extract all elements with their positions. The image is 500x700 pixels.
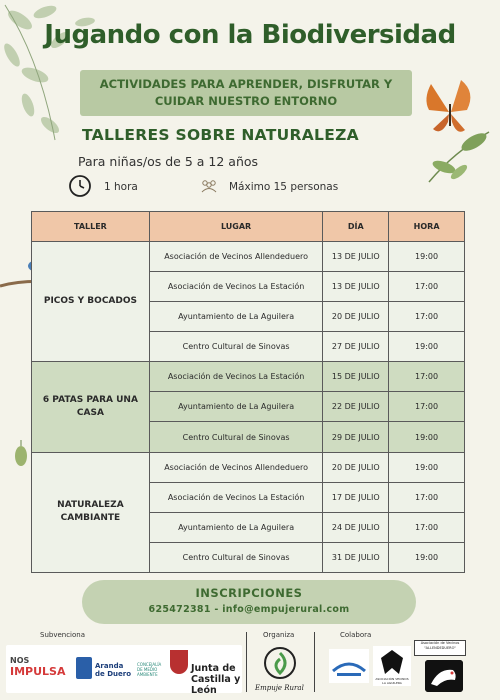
people-icon <box>200 179 218 193</box>
hora-cell: 19:00 <box>389 242 465 272</box>
ages-text: Para niñas/os de 5 a 12 años <box>78 154 259 169</box>
lugar-cell: Centro Cultural de Sinovas <box>149 542 323 572</box>
la-estacion-logo-icon <box>329 649 369 683</box>
concejalia-text: CONCEJALÍA DE MEDIO AMBIENTE <box>137 662 162 677</box>
hora-cell: 17:00 <box>389 302 465 332</box>
hora-cell: 19:00 <box>389 452 465 482</box>
dia-cell: 17 DE JULIO <box>323 482 389 512</box>
lugar-cell: Centro Cultural de Sinovas <box>149 422 323 452</box>
lugar-cell: Asociación de Vecinos Allendeduero <box>149 242 323 272</box>
table-header-row <box>32 212 465 242</box>
schedule-table <box>31 211 465 573</box>
lugar-cell: Centro Cultural de Sinovas <box>149 332 323 362</box>
header-dia: DÍA <box>323 212 389 242</box>
footer-divider <box>246 632 247 692</box>
lugar-cell: Asociación de Vecinos Allendeduero <box>149 452 323 482</box>
impulsa-text: IMPULSA <box>10 665 66 678</box>
dia-cell: 15 DE JULIO <box>323 362 389 392</box>
dia-cell: 22 DE JULIO <box>323 392 389 422</box>
empuje-rural-text: Empuje Rural <box>255 684 304 692</box>
colabora-label: Colabora <box>340 631 372 639</box>
horse-logo-icon <box>425 660 463 692</box>
lugar-cell: Asociación de Vecinos La Estación <box>149 482 323 512</box>
table-row <box>32 362 465 392</box>
capacity-text: Máximo 15 personas <box>229 181 339 193</box>
inscriptions-contact[interactable]: 625472381 - info@empujerural.com <box>148 604 350 615</box>
dia-cell: 31 DE JULIO <box>323 542 389 572</box>
la-aguilera-text: ASOCIACIÓN VECINOS LA AGUILERA <box>375 677 409 685</box>
hora-cell: 17:00 <box>389 362 465 392</box>
junta-logo-text: Junta de Castilla y León <box>191 663 241 696</box>
activities-banner <box>80 70 412 116</box>
header-taller: TALLER <box>32 212 150 242</box>
empuje-rural-logo-icon <box>262 643 298 685</box>
inscriptions-title: INSCRIPCIONES <box>195 586 303 600</box>
junta-shield-icon <box>170 650 188 674</box>
hora-cell: 17:00 <box>389 512 465 542</box>
caterpillar-icon <box>10 438 32 470</box>
dia-cell: 29 DE JULIO <box>323 422 389 452</box>
taller-cell: NATURALEZA CAMBIANTE <box>32 452 150 572</box>
dia-cell: 20 DE JULIO <box>323 302 389 332</box>
aranda-logo-text: Aranda de Duero <box>95 662 131 678</box>
dia-cell: 20 DE JULIO <box>323 452 389 482</box>
dia-cell: 13 DE JULIO <box>323 272 389 302</box>
footer-divider <box>314 632 315 692</box>
hora-cell: 17:00 <box>389 482 465 512</box>
section-subtitle: TALLERES SOBRE NATURALEZA <box>82 126 359 144</box>
banner-line-2: CUIDAR NUESTRO ENTORNO <box>154 94 338 108</box>
butterfly-icon <box>399 72 494 187</box>
subvenciona-label: Subvenciona <box>40 631 86 639</box>
lugar-cell: Asociación de Vecinos La Estación <box>149 362 323 392</box>
header-lugar: LUGAR <box>149 212 323 242</box>
aranda-shield-icon <box>76 657 92 679</box>
lugar-cell: Asociación de Vecinos La Estación <box>149 272 323 302</box>
lugar-cell: Ayuntamiento de La Aguilera <box>149 302 323 332</box>
nos-impulsa-logo: NOS <box>10 656 30 665</box>
inscriptions-box <box>82 580 416 624</box>
clock-icon <box>68 174 92 198</box>
banner-line-1: ACTIVIDADES PARA APRENDER, DISFRUTAR Y <box>99 77 393 91</box>
organiza-label: Organiza <box>263 631 295 639</box>
allendeduero-logo: Asociación de Vecinos "ALLENDEDUERO" <box>414 640 466 656</box>
table-row <box>32 452 465 482</box>
hora-cell: 17:00 <box>389 392 465 422</box>
lugar-cell: Ayuntamiento de La Aguilera <box>149 512 323 542</box>
dia-cell: 27 DE JULIO <box>323 332 389 362</box>
hora-cell: 19:00 <box>389 332 465 362</box>
hora-cell: 19:00 <box>389 542 465 572</box>
lugar-cell: Ayuntamiento de La Aguilera <box>149 392 323 422</box>
hora-cell: 17:00 <box>389 272 465 302</box>
hora-cell: 19:00 <box>389 422 465 452</box>
dia-cell: 13 DE JULIO <box>323 242 389 272</box>
taller-cell: PICOS Y BOCADOS <box>32 242 150 362</box>
taller-cell: 6 PATAS PARA UNA CASA <box>32 362 150 452</box>
header-hora: HORA <box>389 212 465 242</box>
dia-cell: 24 DE JULIO <box>323 512 389 542</box>
table-row <box>32 242 465 272</box>
duration-text: 1 hora <box>104 181 138 193</box>
page-title: Jugando con la Biodiversidad <box>44 20 456 50</box>
